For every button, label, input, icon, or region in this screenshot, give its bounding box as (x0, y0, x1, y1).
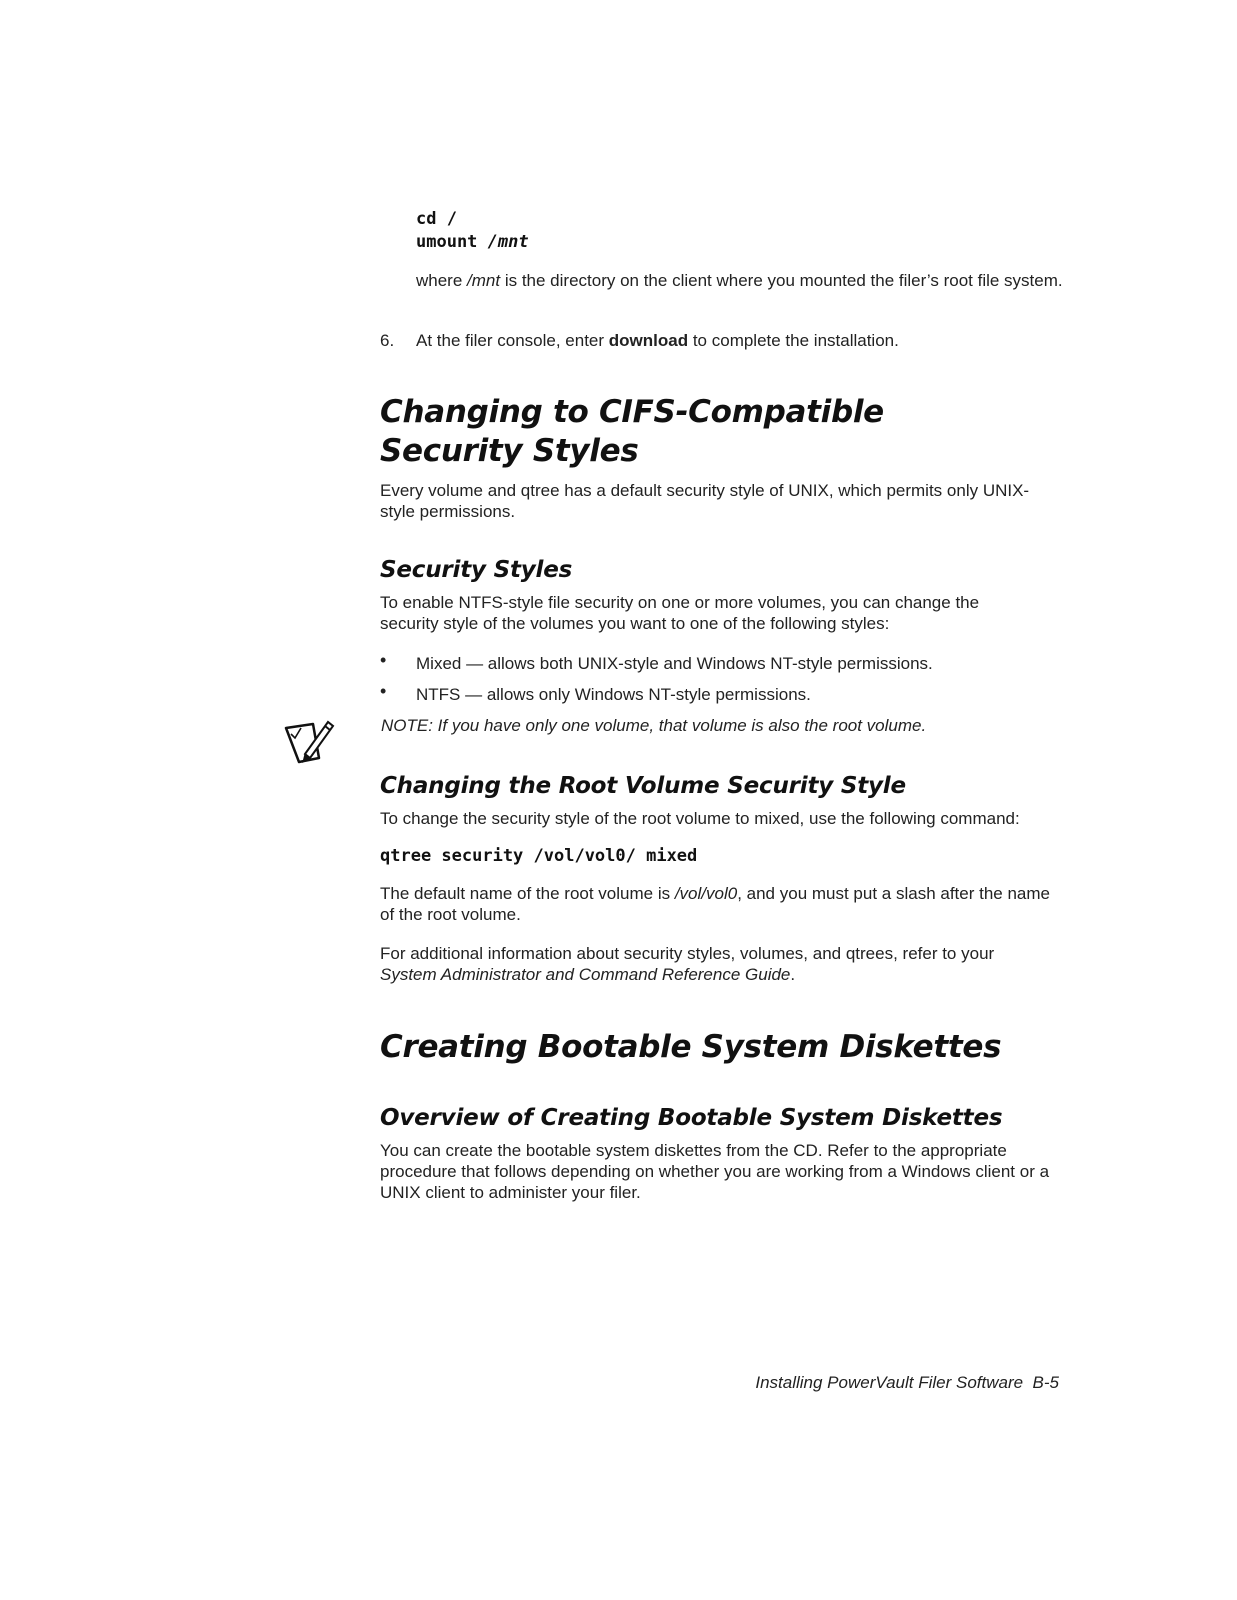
qtree-command: qtree security /vol/vol0/ mixed (380, 846, 698, 866)
additional-post: . (790, 965, 796, 984)
step-number: 6. (380, 331, 395, 350)
code-umount-cmd: umount (416, 232, 488, 252)
code-cd-line: cd / (416, 209, 457, 229)
subheading-root-volume: Changing the Root Volume Security Style (380, 773, 906, 799)
where-paragraph (416, 270, 1066, 291)
where-pre: where (416, 271, 468, 290)
section-heading-bootable: Creating Bootable System Diskettes (380, 1029, 1002, 1065)
page-number: B-5 (1032, 1373, 1059, 1392)
overview-body: You can create the bootable system diskettes from the CD. Refer to the appropriate procedure that follows depending on whether you are working from a Windows client or a UNIX client to administer your filer. (380, 1141, 1050, 1202)
default-post: , and you must put a slash after the name of the root volume. (380, 884, 1050, 924)
where-post: is the directory on the client where you mounted the filer’s root file system. (500, 271, 1063, 290)
default-pre: The default name of the root volume is (380, 884, 675, 903)
code-umount-line (416, 232, 529, 252)
subheading-overview: Overview of Creating Bootable System Diskettes (380, 1105, 1003, 1131)
subheading-security-styles: Security Styles (380, 557, 573, 583)
note-pencil-icon (283, 718, 335, 766)
note-text: NOTE: If you have only one volume, that volume is also the root volume. (381, 716, 927, 735)
bullet-icon: • (380, 681, 387, 701)
section-cifs-intro: Every volume and qtree has a default security style of UNIX, which permits only UNIX-style permissions. (380, 481, 1030, 521)
bullet-icon: • (380, 650, 387, 670)
default-name-paragraph (380, 883, 1050, 925)
where-arg: /mnt (467, 271, 501, 290)
step-6-text (416, 330, 1066, 351)
step6-post: to complete the installation. (688, 331, 899, 350)
additional-info-paragraph (380, 943, 1050, 985)
step6-cmd: download (608, 331, 689, 350)
code-umount-arg: /mnt (487, 232, 529, 252)
page-footer (755, 1373, 1059, 1393)
footer-title: Installing PowerVault Filer Software (755, 1373, 1024, 1392)
reference-guide-title: System Administrator and Command Reference Guide (380, 965, 791, 984)
step6-pre: At the filer console, enter (416, 331, 609, 350)
additional-pre: For additional information about security styles, volumes, and qtrees, refer to your (380, 944, 995, 963)
bullet-item-ntfs: NTFS — allows only Windows NT-style permissions. (416, 685, 811, 704)
root-volume-intro: To change the security style of the root volume to mixed, use the following command: (380, 809, 1020, 828)
bullet-item-mixed: Mixed — allows both UNIX-style and Windows NT-style permissions. (416, 654, 933, 673)
security-styles-intro: To enable NTFS-style file security on one or more volumes, you can change the security style of the volumes you want to one of the following styles: (380, 593, 980, 633)
default-arg: /vol/vol0 (674, 884, 738, 903)
section-heading-cifs: Changing to CIFS-Compatible Security Styles (380, 394, 884, 469)
